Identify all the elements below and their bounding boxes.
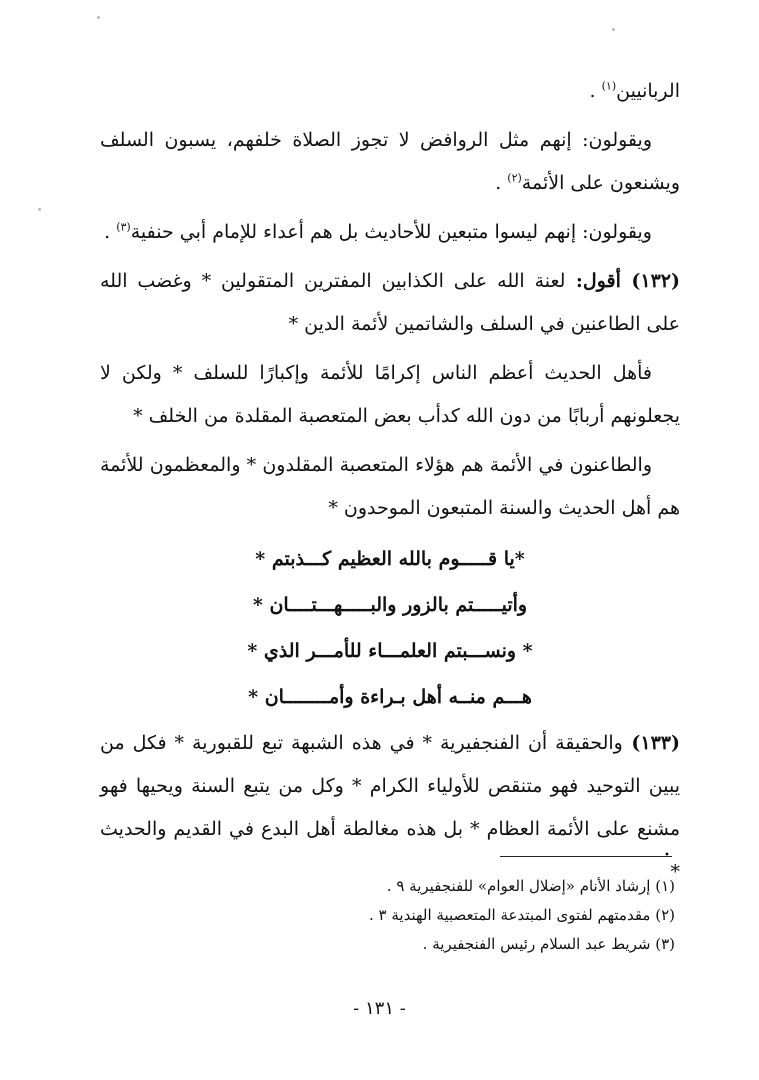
footnote: (٣) شريط عبد السلام رئيس الفنجفيرية . xyxy=(422,935,675,953)
footnote-separator xyxy=(500,856,672,857)
paragraph-end: . xyxy=(104,221,117,243)
paragraph xyxy=(100,722,680,894)
scan-speck xyxy=(38,208,41,211)
poem xyxy=(100,536,680,720)
paragraph-text: والطاعنون في الأئمة هم هؤلاء المتعصبة المقلدون * والمعظمون للأئمة هم أهل الحديث والسنة المتبعون الموحدون * xyxy=(100,454,680,519)
poem-line: هـــم منــه أهل بـراءة وأمــــــــان * xyxy=(248,686,532,708)
paragraph-text: ويقولون: إنهم ليسوا متبعين للأحاديث بل هم أعداء للإمام أبي حنفية xyxy=(130,221,652,243)
main-text xyxy=(100,70,680,900)
paragraph xyxy=(100,119,680,205)
paragraph-text: الربانيين xyxy=(616,80,680,102)
paragraph xyxy=(100,70,680,113)
separator-mark: • xyxy=(664,850,670,861)
paragraph xyxy=(100,444,680,530)
paragraph xyxy=(100,352,680,438)
paragraph-end: . xyxy=(589,80,602,102)
paragraph xyxy=(100,211,680,254)
footnote: (٢) مقدمتهم لفتوى المبتدعة المتعصبية الهندية ٣ . xyxy=(369,906,675,924)
poem-line: * ونســـبتم العلمـــاء للأمـــر الذي * xyxy=(247,640,533,662)
paragraph-end: . xyxy=(495,172,508,194)
footnote-ref: (٢) xyxy=(507,171,522,185)
poem-line: *يا قـــــوم بالله العظيم كـــذبتم * xyxy=(255,548,525,570)
section-number: (١٣٢) أقول: xyxy=(565,270,680,292)
footnotes xyxy=(300,872,675,959)
paragraph-text: ويقولون: إنهم مثل الروافض لا تجوز الصلاة خلفهم، يسبون السلف ويشنعون على الأئمة xyxy=(100,129,680,194)
paragraph xyxy=(100,260,680,346)
page-number: - ١٣١ - xyxy=(353,998,406,1019)
paragraph-text: والحقيقة أن الفنجفيرية * في هذه الشبهة تبع للقبورية * فكل من يبين التوحيد فهو متنقص للأولياء الكرام * وكل من يتبع السنة ويحيها فهو مشنع على الأئمة العظام * بل هذه مغالطة أهل البدع في القديم والحديث * xyxy=(100,732,680,883)
footnote-ref: (١) xyxy=(601,79,617,93)
scan-speck xyxy=(97,16,100,19)
poem-line: وأتيـــــتم بالزور والبـــــهـــتــــان * xyxy=(252,594,528,616)
paragraph-text: فأهل الحديث أعظم الناس إكرامًا للأئمة وإكبارًا للسلف * ولكن لا يجعلونهم أربابًا من دون الله كدأب بعض المتعصبة المقلدة من الخلف * xyxy=(100,362,680,427)
footnote-ref: (٣) xyxy=(116,220,131,234)
footnote: (١) إرشاد الأنام «إضلال العوام» للفنجفيرية ٩ . xyxy=(386,877,675,895)
section-number: (١٣٣) xyxy=(622,732,680,754)
paragraph-text: لعنة الله على الكذابين المفترين المتقولين * وغضب الله على الطاعنين في السلف والشاتمين لأئمة الدين * xyxy=(100,270,680,335)
scan-speck xyxy=(612,28,615,31)
